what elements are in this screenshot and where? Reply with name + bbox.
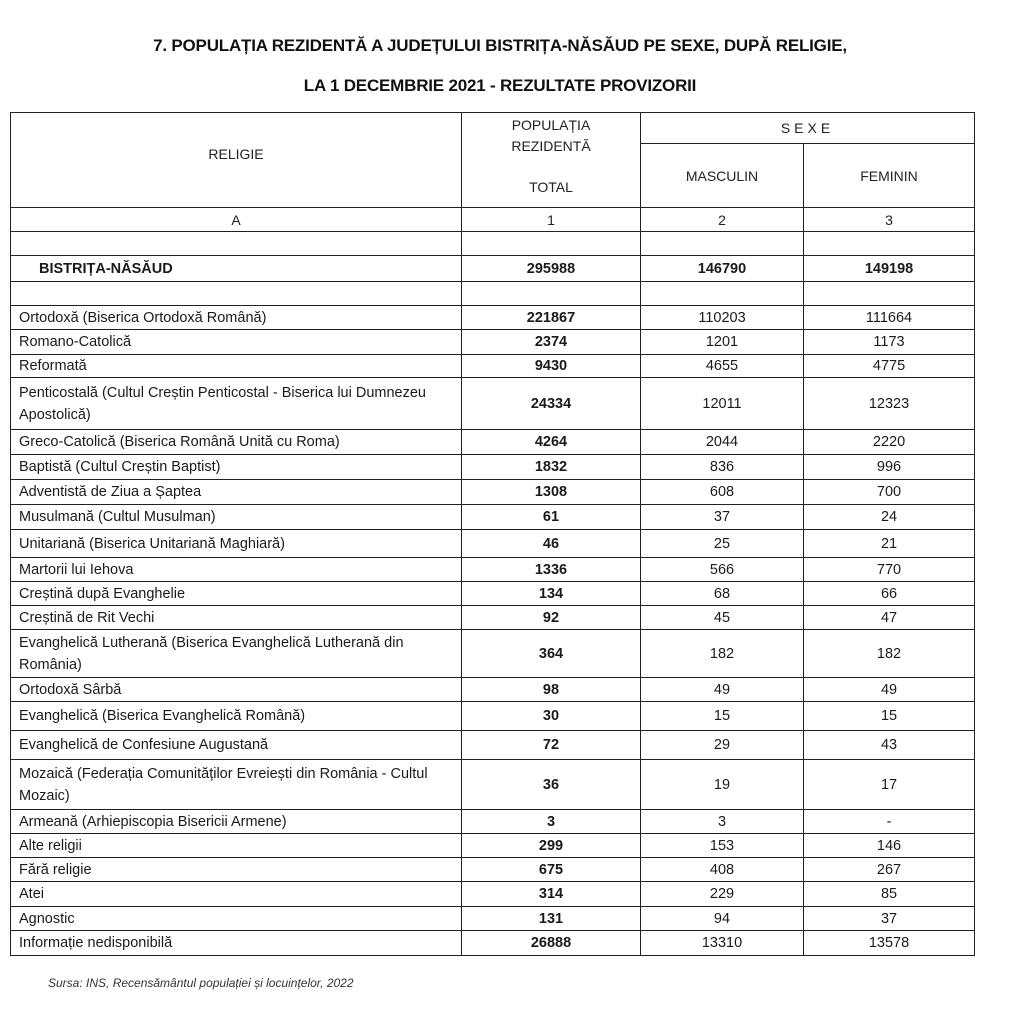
total-value: 36 <box>462 760 641 810</box>
masculin-value: 12011 <box>641 378 804 430</box>
header-feminin: FEMININ <box>804 144 975 208</box>
table-row <box>11 858 975 882</box>
feminin-value: 47 <box>804 606 975 630</box>
feminin-value: 17 <box>804 760 975 810</box>
religion-label: Adventistă de Ziua a Șaptea <box>11 480 462 505</box>
feminin-value: 85 <box>804 882 975 907</box>
total-value: 26888 <box>462 931 641 956</box>
religion-label: Evanghelică (Biserica Evanghelică Română) <box>11 702 462 731</box>
masculin-value: 110203 <box>641 306 804 330</box>
masculin-value: 29 <box>641 731 804 760</box>
religion-label: Romano-Catolică <box>11 330 462 355</box>
table-row <box>11 355 975 378</box>
masculin-value: 49 <box>641 678 804 702</box>
table-row <box>11 931 975 956</box>
religion-label: Creștină de Rit Vechi <box>11 606 462 630</box>
column-code-1: 1 <box>462 208 641 232</box>
total-row-masculin: 146790 <box>641 256 804 282</box>
total-value: 24334 <box>462 378 641 430</box>
feminin-value: 111664 <box>804 306 975 330</box>
spacer-row <box>11 232 975 256</box>
total-value: 9430 <box>462 355 641 378</box>
religion-population-table <box>10 112 975 956</box>
feminin-value: 1173 <box>804 330 975 355</box>
table-row <box>11 907 975 931</box>
total-value: 134 <box>462 582 641 606</box>
table-row <box>11 505 975 530</box>
feminin-value: 43 <box>804 731 975 760</box>
masculin-value: 836 <box>641 455 804 480</box>
religion-label: Unitariană (Biserica Unitariană Maghiară) <box>11 530 462 558</box>
total-value: 299 <box>462 834 641 858</box>
feminin-value: 24 <box>804 505 975 530</box>
table-row <box>11 306 975 330</box>
total-value: 221867 <box>462 306 641 330</box>
header-rezidenta-label: REZIDENTĂ <box>511 138 591 154</box>
total-value: 1832 <box>462 455 641 480</box>
table-row <box>11 810 975 834</box>
feminin-value: 770 <box>804 558 975 582</box>
total-value: 314 <box>462 882 641 907</box>
table-row <box>11 330 975 355</box>
religion-label: Mozaică (Federația Comunităților Evreiești din România - Cultul Mozaic) <box>11 760 462 810</box>
spacer-cell <box>11 232 462 256</box>
total-value: 3 <box>462 810 641 834</box>
total-row-label: BISTRIȚA-NĂSĂUD <box>11 256 462 282</box>
religion-label: Creștină după Evanghelie <box>11 582 462 606</box>
masculin-value: 1201 <box>641 330 804 355</box>
religion-label: Greco-Catolică (Biserica Română Unită cu Roma) <box>11 430 462 455</box>
table-row <box>11 630 975 678</box>
total-value: 30 <box>462 702 641 731</box>
header-populatia-rezidenta <box>462 113 641 208</box>
masculin-value: 182 <box>641 630 804 678</box>
document-title-line-2: LA 1 DECEMBRIE 2021 - REZULTATE PROVIZORII <box>303 76 697 95</box>
feminin-value: 700 <box>804 480 975 505</box>
table-row <box>11 558 975 582</box>
document-title-line-1: 7. POPULAȚIA REZIDENTĂ A JUDEȚULUI BISTRIȚA-NĂSĂUD PE SEXE, DUPĂ RELIGIE, <box>153 36 847 55</box>
religion-label: Musulmană (Cultul Musulman) <box>11 505 462 530</box>
masculin-value: 15 <box>641 702 804 731</box>
total-value: 4264 <box>462 430 641 455</box>
spacer-cell <box>11 282 462 306</box>
religion-label: Agnostic <box>11 907 462 931</box>
masculin-value: 19 <box>641 760 804 810</box>
total-value: 675 <box>462 858 641 882</box>
header-total-label: TOTAL <box>529 179 573 195</box>
spacer-cell <box>804 282 975 306</box>
table-row <box>11 834 975 858</box>
masculin-value: 229 <box>641 882 804 907</box>
header-populatia-label: POPULAȚIA <box>511 117 591 133</box>
feminin-value: 2220 <box>804 430 975 455</box>
table-row <box>11 530 975 558</box>
religion-label: Penticostală (Cultul Creștin Penticostal - Biserica lui Dumnezeu Apostolică) <box>11 378 462 430</box>
total-value: 72 <box>462 731 641 760</box>
total-value: 61 <box>462 505 641 530</box>
column-code-3: 3 <box>804 208 975 232</box>
total-value: 98 <box>462 678 641 702</box>
masculin-value: 3 <box>641 810 804 834</box>
table-row <box>11 480 975 505</box>
masculin-value: 4655 <box>641 355 804 378</box>
masculin-value: 408 <box>641 858 804 882</box>
feminin-value: 12323 <box>804 378 975 430</box>
table-row <box>11 582 975 606</box>
header-masculin: MASCULIN <box>641 144 804 208</box>
total-value: 46 <box>462 530 641 558</box>
feminin-value: 37 <box>804 907 975 931</box>
source-note: Sursa: INS, Recensământul populației și locuințelor, 2022 <box>48 976 354 990</box>
feminin-value: 182 <box>804 630 975 678</box>
spacer-cell <box>462 232 641 256</box>
feminin-value: 15 <box>804 702 975 731</box>
religion-label: Baptistă (Cultul Creștin Baptist) <box>11 455 462 480</box>
masculin-value: 25 <box>641 530 804 558</box>
spacer-cell <box>804 232 975 256</box>
spacer-cell <box>641 232 804 256</box>
total-value: 1308 <box>462 480 641 505</box>
feminin-value: 66 <box>804 582 975 606</box>
header-religie-label: RELIGIE <box>208 146 264 162</box>
total-row-total: 295988 <box>462 256 641 282</box>
total-value: 1336 <box>462 558 641 582</box>
feminin-value: 996 <box>804 455 975 480</box>
masculin-value: 94 <box>641 907 804 931</box>
religion-label: Evanghelică de Confesiune Augustană <box>11 731 462 760</box>
table-row <box>11 731 975 760</box>
total-row-feminin: 149198 <box>804 256 975 282</box>
spacer-cell <box>462 282 641 306</box>
table-row <box>11 702 975 731</box>
feminin-value: 146 <box>804 834 975 858</box>
religion-label: Informație nedisponibilă <box>11 931 462 956</box>
column-code-2: 2 <box>641 208 804 232</box>
religion-label: Ortodoxă (Biserica Ortodoxă Română) <box>11 306 462 330</box>
masculin-value: 37 <box>641 505 804 530</box>
total-value: 92 <box>462 606 641 630</box>
masculin-value: 13310 <box>641 931 804 956</box>
header-sexe: SEXE <box>641 113 975 144</box>
table-row <box>11 606 975 630</box>
feminin-value: 13578 <box>804 931 975 956</box>
table-row <box>11 378 975 430</box>
feminin-value: 21 <box>804 530 975 558</box>
masculin-value: 45 <box>641 606 804 630</box>
table-row <box>11 882 975 907</box>
spacer-cell <box>641 282 804 306</box>
masculin-value: 608 <box>641 480 804 505</box>
religion-label: Alte religii <box>11 834 462 858</box>
religion-label: Fără religie <box>11 858 462 882</box>
spacer-row <box>11 282 975 306</box>
column-code-a: A <box>11 208 462 232</box>
feminin-value: 49 <box>804 678 975 702</box>
header-religie <box>11 113 462 208</box>
religion-label: Atei <box>11 882 462 907</box>
table-row <box>11 455 975 480</box>
feminin-value: 267 <box>804 858 975 882</box>
religion-label: Evanghelică Lutherană (Biserica Evanghelică Lutherană din România) <box>11 630 462 678</box>
religion-label: Reformată <box>11 355 462 378</box>
masculin-value: 2044 <box>641 430 804 455</box>
masculin-value: 153 <box>641 834 804 858</box>
total-value: 131 <box>462 907 641 931</box>
religion-label: Martorii lui Iehova <box>11 558 462 582</box>
total-value: 2374 <box>462 330 641 355</box>
table-row <box>11 430 975 455</box>
total-row <box>11 256 975 282</box>
masculin-value: 68 <box>641 582 804 606</box>
table-row <box>11 678 975 702</box>
religion-label: Armeană (Arhiepiscopia Bisericii Armene) <box>11 810 462 834</box>
feminin-value: - <box>804 810 975 834</box>
total-value: 364 <box>462 630 641 678</box>
religion-label: Ortodoxă Sârbă <box>11 678 462 702</box>
masculin-value: 566 <box>641 558 804 582</box>
feminin-value: 4775 <box>804 355 975 378</box>
table-row <box>11 760 975 810</box>
